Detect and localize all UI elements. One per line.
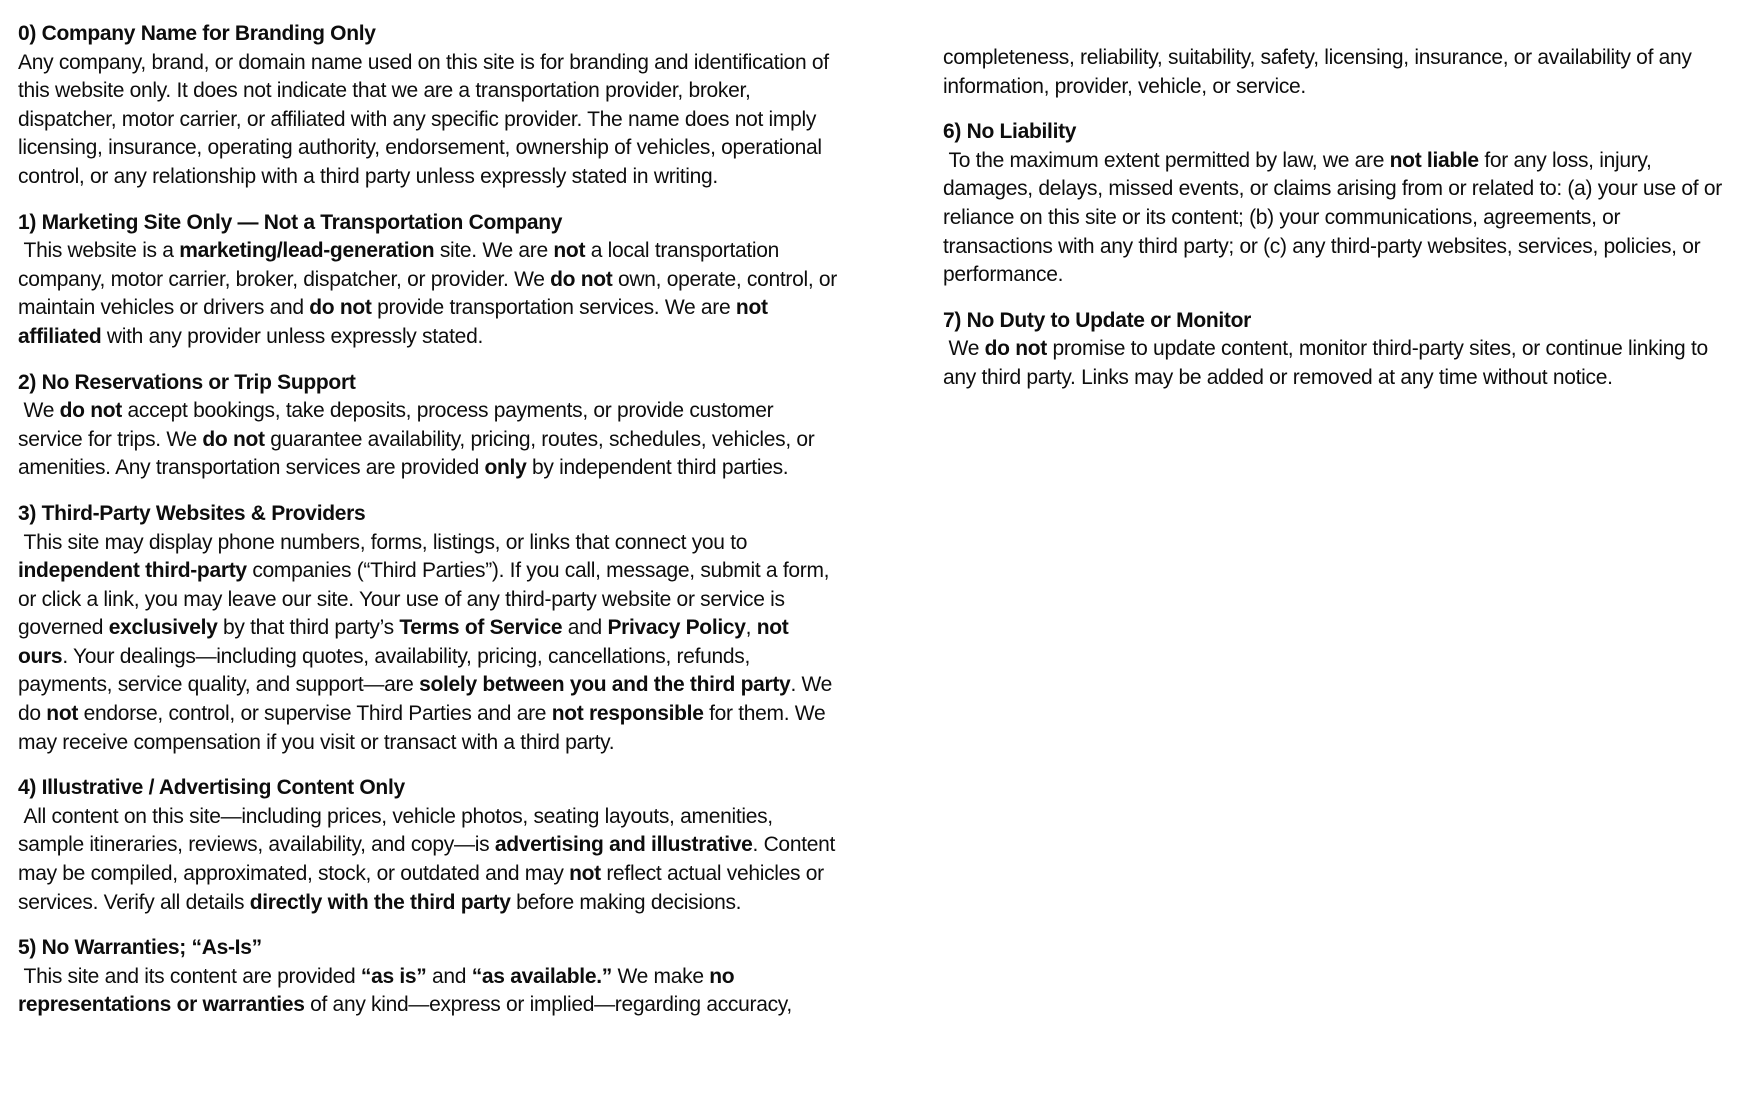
disclaimer-section	[18, 774, 840, 917]
disclaimer-section	[18, 934, 840, 1020]
disclaimer-section	[943, 307, 1733, 393]
disclaimer-section	[18, 20, 840, 192]
section-body: We do not promise to update content, monitor third-party sites, or continue linking to any third party. Links may be added or removed at any time without notice.	[943, 337, 1714, 389]
section-heading: 0) Company Name for Branding Only	[18, 22, 376, 45]
disclaimer-section	[18, 369, 840, 483]
section-body: This site may display phone numbers, forms, listings, or links that connect you to independent third-party companies (“Third Parties”). If you call, message, submit a form, or click a link, you may leave our site. Your use of any third-party website or service is governed exclusively by that third party’s Terms of Service and Privacy Policy, not ours. Your dealings—including quotes, availability, pricing, cancellations, refunds, payments, service quality, and support—are solely between you and the third party. We do not endorse, control, or supervise Third Parties and are not responsible for them. We may receive compensation if you visit or transact with a third party.	[18, 530, 838, 754]
disclaimer-column-left	[18, 20, 843, 1020]
section-heading: 1) Marketing Site Only — Not a Transportation Company	[18, 210, 563, 234]
disclaimer-section	[943, 118, 1733, 290]
disclaimer-section	[18, 209, 843, 352]
section-body: We do not accept bookings, take deposits, process payments, or provide customer service for trips. We do not guarantee availability, pricing, routes, schedules, vehicles, or amenities. Any transportation services are provided only by independent third parties.	[18, 399, 821, 480]
section-body: All content on this site—including prices, vehicle photos, seating layouts, amenities, sample itineraries, reviews, availability, and copy—is advertising and illustrative. Content may be compiled, approximated, stock, or outdated and may not reflect actual vehicles or services. Verify all details directly with the third party before making decisions.	[18, 804, 841, 914]
disclaimer-column-right	[943, 44, 1733, 393]
section-heading: 7) No Duty to Update or Monitor	[943, 308, 1252, 332]
section-heading: 6) No Liability	[943, 120, 1077, 144]
disclaimer-section	[943, 44, 1733, 101]
section-body: completeness, reliability, suitability, safety, licensing, insurance, or availability of any information, provider, vehicle, or service.	[943, 46, 1698, 98]
section-heading: 2) No Reservations or Trip Support	[18, 370, 356, 394]
section-heading: 5) No Warranties; “As-Is”	[18, 936, 262, 960]
section-heading: 4) Illustrative / Advertising Content Only	[18, 776, 405, 800]
section-heading: 3) Third-Party Websites & Providers	[18, 501, 366, 525]
section-body: This website is a marketing/lead-generation site. We are not a local transportation company, motor carrier, broker, dispatcher, or provider. We do not own, operate, control, or maintain vehicles or drivers and do not provide transportation services. We are not affiliated with any provider unless expressly stated.	[18, 239, 843, 348]
section-body: This site and its content are provided “as is” and “as available.” We make no representations or warranties of any kind—express or implied—regarding accuracy,	[18, 964, 792, 1017]
disclaimer-section	[18, 500, 840, 757]
section-body: To the maximum extent permitted by law, we are not liable for any loss, injury, damages, delays, missed events, or claims arising from or related to: (a) your use of or reliance on this site or its content; (b) your communications, agreements, or transactions with any third party; or (c) any third-party websites, services, policies, or performance.	[943, 148, 1728, 287]
section-body: Any company, brand, or domain name used on this site is for branding and identification of this website only. It does not indicate that we are a transportation provider, broker, dispatcher, motor carrier, or affiliated with any specific provider. The name does not imply licensing, insurance, operating authority, endorsement, ownership of vehicles, operational control, or any relationship with a third party unless expressly stated in writing.	[18, 50, 835, 188]
